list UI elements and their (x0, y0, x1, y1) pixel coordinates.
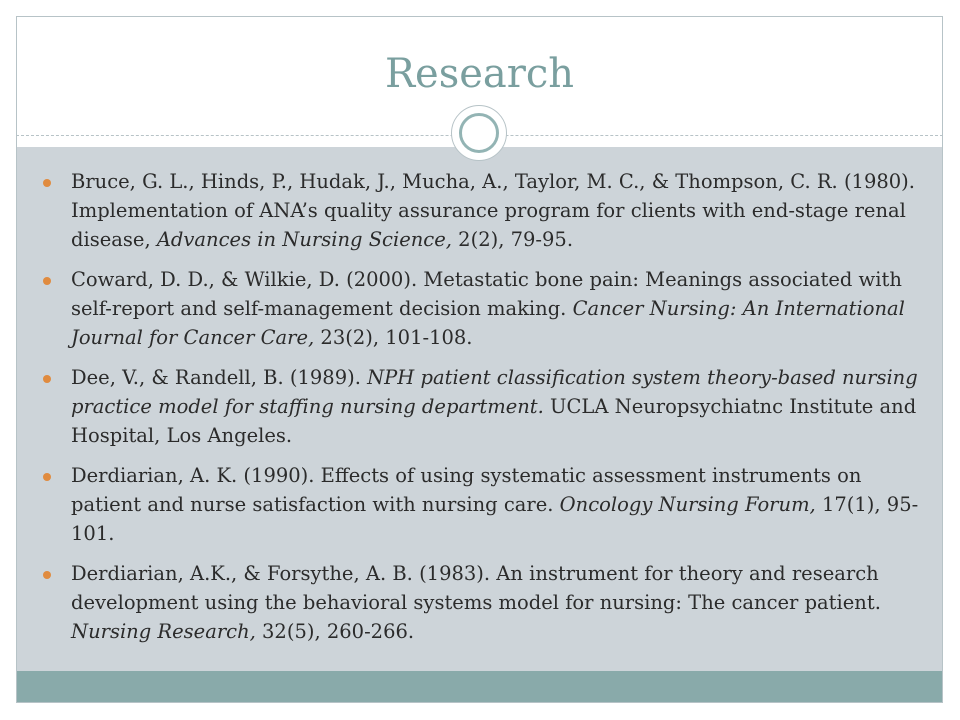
reference-text: Derdiarian, A. K. (1990). Effects of using systematic assessment instruments on patient and nurse satisfaction with nursing care. (71, 464, 862, 516)
reference-item (17, 461, 942, 548)
reference-source: Advances in Nursing Science, (156, 228, 452, 251)
footer-bar (17, 671, 942, 702)
reference-text: Coward, D. D., & Wilkie, D. (2000). Metastatic bone pain: Meanings associated with self-report and self-management decision making. (71, 268, 902, 320)
reference-details: 17(1), 95-101. (71, 493, 919, 545)
reference-item (17, 363, 942, 450)
reference-item (17, 167, 942, 254)
content-panel (17, 147, 942, 671)
slide-title: Research (384, 51, 575, 97)
reference-details: 32(5), 260-266. (255, 620, 415, 643)
bullet-icon (43, 375, 51, 383)
reference-item (17, 265, 942, 352)
bullet-icon (43, 571, 51, 579)
circle-ornament-inner (459, 113, 499, 153)
reference-source: Oncology Nursing Forum, (559, 493, 816, 516)
reference-text: Dee, V., & Randell, B. (1989). (71, 366, 368, 389)
reference-source: Cancer Nursing: An International Journal for Cancer Care, (71, 297, 905, 349)
reference-source: NPH patient classification system theory-based nursing practice model for staffing nursing department. (71, 366, 918, 418)
bullet-icon (43, 277, 51, 285)
reference-item (17, 559, 942, 646)
circle-ornament-icon (451, 105, 507, 161)
reference-text: Derdiarian, A.K., & Forsythe, A. B. (1983). An instrument for theory and research development using the behavioral systems model for nursing: The cancer patient. (71, 562, 881, 614)
bullet-icon (43, 473, 51, 481)
reference-list (17, 167, 942, 657)
reference-details: UCLA Neuropsychiatnc Institute and Hospital, Los Angeles. (71, 395, 917, 447)
reference-source: Nursing Research, (71, 620, 256, 643)
reference-text: Bruce, G. L., Hinds, P., Hudak, J., Mucha, A., Taylor, M. C., & Thompson, C. R. (1980). Implementation of ANA’s quality assurance program for clients with end-stage renal disease, (71, 170, 915, 251)
bullet-icon (43, 179, 51, 187)
reference-details: 23(2), 101-108. (314, 326, 473, 349)
reference-details: 2(2), 79-95. (451, 228, 574, 251)
